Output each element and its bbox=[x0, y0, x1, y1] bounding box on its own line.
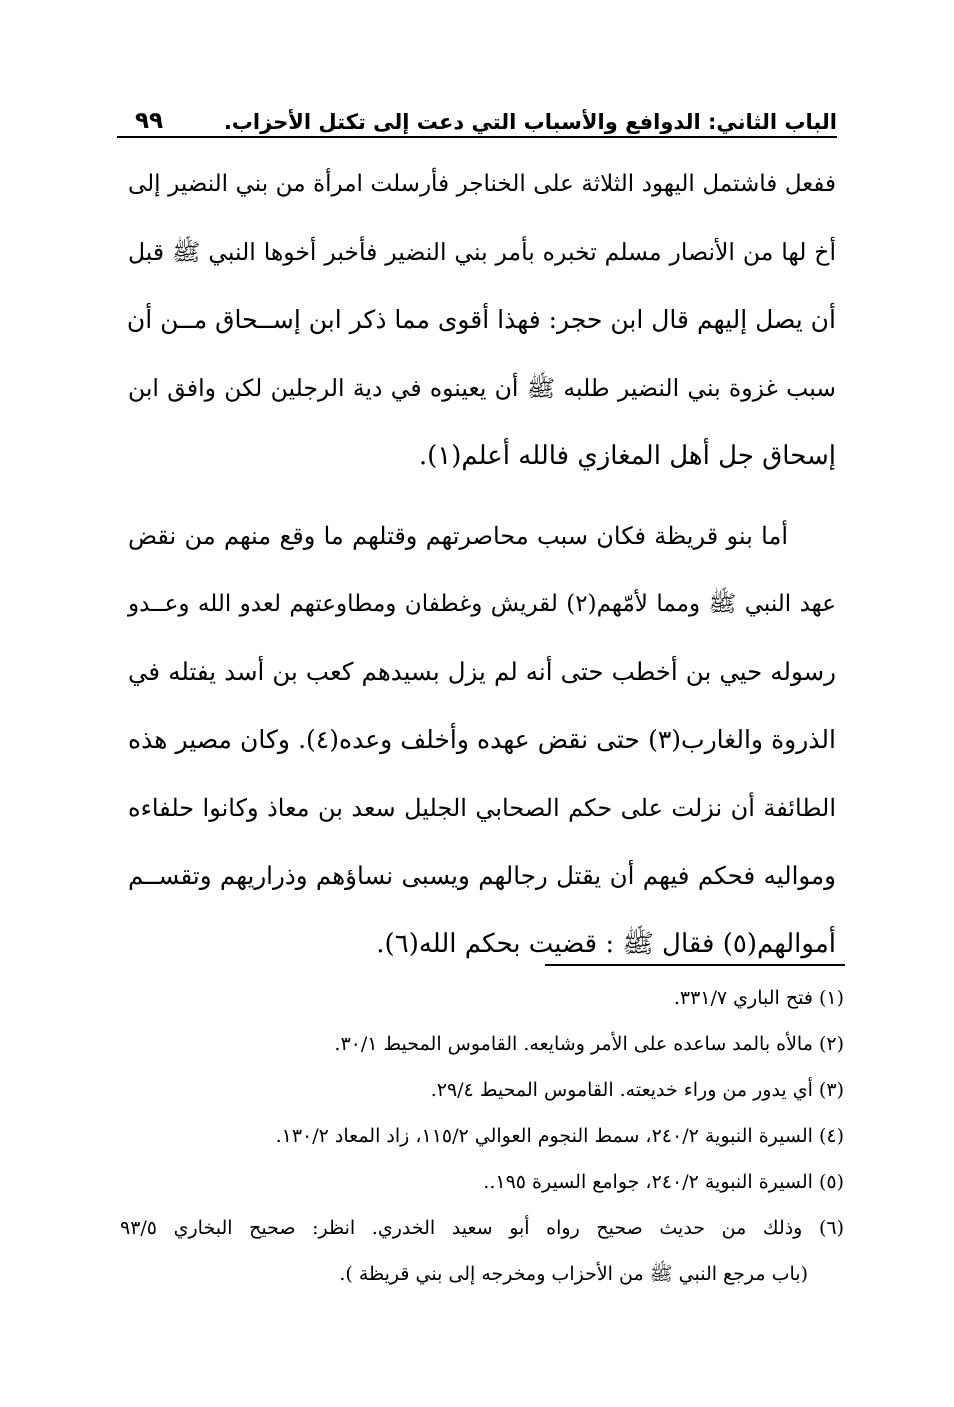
paragraph-2 bbox=[128, 502, 836, 978]
footnote-5: (٥) السيرة النبوية ٢٤٠/٢، جوامع السيرة ١٩٥.. bbox=[483, 1171, 844, 1193]
text-line: إسحاق جل أهل المغازي فالله أعلم(١). bbox=[418, 441, 836, 471]
text-line: أموالهم(٥) فقال ﷺ : قضيت بحكم الله(٦). bbox=[376, 929, 836, 959]
footnote-6-continuation: (باب مرجع النبي ﷺ من الأحزاب ومخرجه إلى بني قريظة ). bbox=[339, 1263, 808, 1285]
text-line: ففعل فاشتمل اليهود الثلاثة على الخناجر فأرسلت امرأة من بني النضير إلى bbox=[128, 171, 836, 197]
text-line: أخ لها من الأنصار مسلم تخبره بأمر بني النضير فأخبر أخوها النبي ﷺ قبل bbox=[128, 238, 836, 266]
footnotes bbox=[120, 975, 844, 1297]
text-line: الطائفة أن نزلت على حكم الصحابي الجليل سعد بن معاذ وكانوا حلفاءه bbox=[128, 794, 836, 822]
footnote-1: (١) فتح الباري ٣٣١/٧. bbox=[673, 987, 844, 1009]
text-line: سبب غزوة بني النضير طلبه ﷺ أن يعينوه في دية الرجلين لكن وافق ابن bbox=[128, 374, 836, 402]
text-line: أن يصل إليهم قال ابن حجر: فهذا أقوى مما ذكر ابن إســحاق مــن أن bbox=[126, 305, 836, 334]
footnote-2: (٢) مالأه بالمد ساعده على الأمر وشايعه. القاموس المحيط ٣٠/١. bbox=[334, 1033, 844, 1055]
footnote-6: (٦) وذلك من حديث صحيح رواه أبو سعيد الخدري. انظر: صحيح البخاري ٩٣/٥ bbox=[120, 1217, 844, 1239]
paragraph-1 bbox=[128, 150, 836, 490]
page-number: ٩٩ bbox=[135, 108, 164, 134]
footnote-3: (٣) أي يدور من وراء خديعته. القاموس المحيط ٢٩/٤. bbox=[430, 1079, 844, 1101]
text-line: الذروة والغارب(٣) حتى نقض عهده وأخلف وعده(٤). وكان مصير هذه bbox=[128, 725, 836, 754]
running-header bbox=[117, 98, 837, 138]
text-line: رسوله حيي بن أخطب حتى أنه لم يزل بسيدهم كعب بن أسد يفتله في bbox=[128, 657, 836, 686]
footnote-4: (٤) السيرة النبوية ٢٤٠/٢، سمط النجوم العوالي ١١٥/٢، زاد المعاد ١٣٠/٢. bbox=[275, 1125, 844, 1147]
footnote-separator bbox=[545, 964, 845, 966]
text-line: أما بنو قريظة فكان سبب محاصرتهم وقتلهم ما وقع منهم من نقض bbox=[128, 522, 788, 550]
text-line: عهد النبي ﷺ ومما لأمّهم(٢) لقريش وغطفان ومطاوعتهم لعدو الله وعــدو bbox=[128, 591, 836, 617]
main-text bbox=[128, 150, 836, 990]
text-line: ومواليه فحكم فيهم أن يقتل رجالهم ويسبى نساؤهم وذراريهم وتقســم bbox=[128, 861, 836, 890]
chapter-title: الباب الثاني: الدوافع والأسباب التي دعت إلى تكتل الأحزاب. bbox=[223, 110, 837, 134]
